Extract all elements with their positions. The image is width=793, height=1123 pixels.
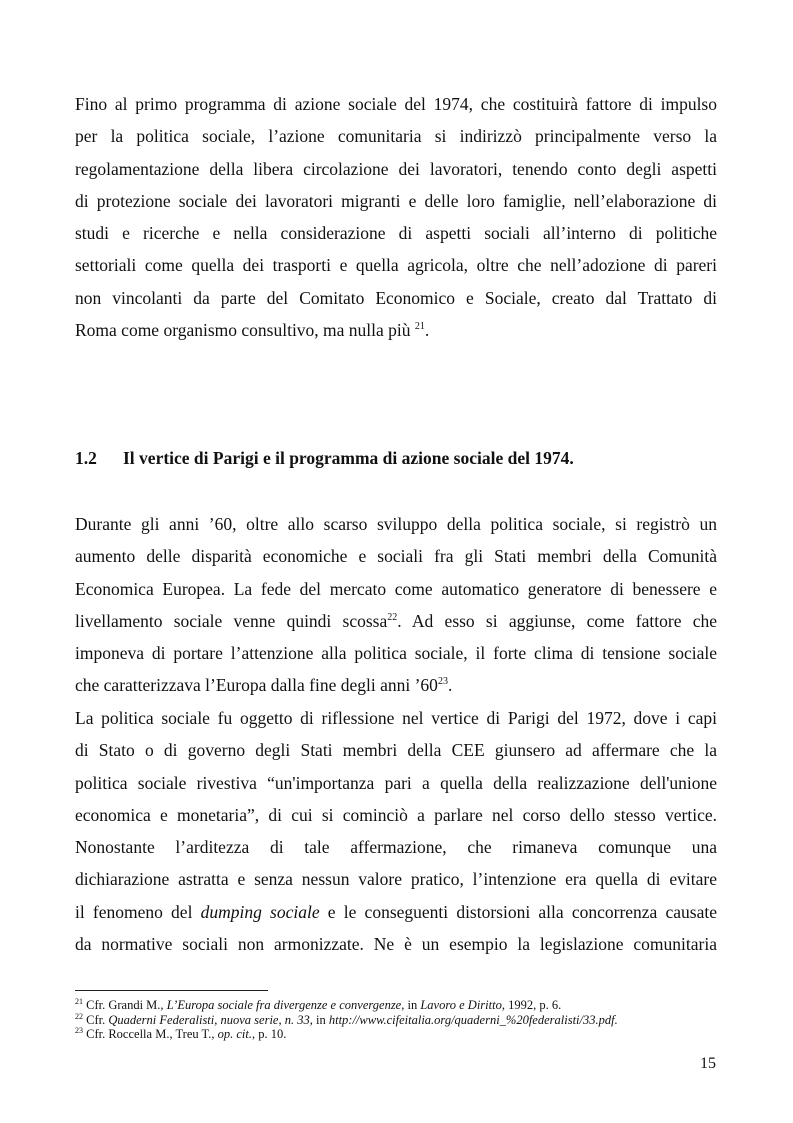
section-title: Il vertice di Parigi e il programma di azione sociale del 1974. <box>123 448 574 468</box>
text-fragment: . <box>447 675 453 696</box>
footnotes <box>75 998 618 1042</box>
text-line: di protezione sociale dei lavoratori migranti e delle loro famiglie, nell’elaborazione di <box>75 190 717 211</box>
text-line: settoriali come quella dei trasporti e quella agricola, oltre che nell’adozione di pareri <box>75 255 717 276</box>
paragraph-summit <box>75 702 717 960</box>
text-line: Fino al primo programma di azione sociale del 1974, che costituirà fattore di impulso <box>75 94 717 114</box>
footnote-text: Cfr. Grandi M., <box>86 998 167 1012</box>
text-fragment: . <box>424 320 430 341</box>
footnote-23 <box>75 1027 618 1042</box>
text-fragment: il fenomeno del <box>75 901 201 922</box>
footnote-separator <box>75 990 268 991</box>
text-line: imponeva di portare l’attenzione alla politica sociale, il forte clima di tensione sociale <box>75 643 717 664</box>
text-line: per la politica sociale, l’azione comunitaria si indirizzò principalmente verso la <box>75 126 717 147</box>
footnote-number: 23 <box>75 1026 83 1035</box>
footnote-text: , p. 10. <box>251 1027 287 1041</box>
text-line <box>75 314 717 346</box>
page-number: 15 <box>700 1055 716 1072</box>
footnote-text: , 1992, p. 6. <box>501 998 562 1012</box>
footnote-ref-22[interactable]: 22 <box>387 611 398 623</box>
text-line: Nonostante l’arditezza di tale affermazione, che rimaneva comunque una <box>75 837 717 858</box>
text-line: dichiarazione astratta e senza nessun valore pratico, l’intenzione era quella di evitare <box>75 869 717 890</box>
footnote-21 <box>75 998 618 1013</box>
footnote-text: Cfr. Roccella M., Treu T., <box>86 1027 218 1041</box>
footnote-22 <box>75 1013 618 1028</box>
footnote-number: 22 <box>75 1011 83 1021</box>
footnote-italic-text: Quaderni Federalisti, nuova serie, n. 33, <box>108 1012 313 1027</box>
text-line: La politica sociale fu oggetto di riflessione nel vertice di Parigi del 1972, dove i capi <box>75 708 717 728</box>
text-line: di Stato o di governo degli Stati membri della CEE giunsero ad affermare che la <box>75 740 717 761</box>
text-line: Durante gli anni ’60, oltre allo scarso sviluppo della politica sociale, si registrò un <box>75 514 717 534</box>
text-line <box>75 896 717 928</box>
footnote-italic-text: Lavoro e Diritto <box>420 998 502 1012</box>
footnote-italic-text: L’Europa sociale fra divergenze e convergenze <box>166 998 402 1012</box>
text-line: da normative sociali non armonizzate. Ne è un esempio la legislazione comunitaria <box>75 934 717 955</box>
text-line: Economica Europea. La fede del mercato come automatico generatore di benessere e <box>75 578 717 599</box>
footnote-number: 21 <box>75 997 83 1006</box>
section-number: 1.2 <box>75 448 97 468</box>
text-line: economica e monetaria”, di cui si cominciò a parlare nel corso dello stesso vertice. <box>75 804 717 825</box>
text-fragment: Roma come organismo consultivo, ma nulla più <box>75 320 415 341</box>
text-fragment: livellamento sociale venne quindi scossa <box>75 610 388 631</box>
footnote-italic-text: http://www.cifeitalia.org/quaderni_%20federalisti/33.pdf. <box>328 1012 618 1027</box>
text-fragment: che caratterizzava l’Europa dalla fine degli anni ’60 <box>75 675 438 696</box>
text-fragment: . Ad esso si aggiunse, come fattore che <box>397 610 717 631</box>
text-line <box>75 669 717 701</box>
text-line <box>75 605 717 637</box>
text-line: studi e ricerche e nella considerazione di aspetti sociali all’interno di politiche <box>75 223 717 244</box>
footnote-italic-text: op. cit. <box>217 1027 252 1041</box>
text-line: politica sociale rivestiva “un'importanza pari a quella della realizzazione dell'unione <box>75 772 717 793</box>
section-heading <box>75 448 574 469</box>
footnote-ref-21[interactable]: 21 <box>414 321 425 333</box>
footnote-text: in <box>312 1012 329 1027</box>
footnote-text: , in <box>401 998 421 1012</box>
text-line: non vincolanti da parte del Comitato Economico e Sociale, creato dal Trattato di <box>75 287 717 308</box>
text-fragment: e le conseguenti distorsioni alla concorrenza causate <box>319 901 717 922</box>
text-line: regolamentazione della libera circolazione dei lavoratori, tenendo conto degli aspetti <box>75 158 717 179</box>
paragraph-context <box>75 508 717 702</box>
paragraph-intro <box>75 88 717 346</box>
text-line: aumento delle disparità economiche e sociali fra gli Stati membri della Comunità <box>75 546 717 567</box>
footnote-text: Cfr. <box>86 1012 109 1027</box>
emphasis-term: dumping sociale <box>200 901 320 922</box>
footnote-ref-23[interactable]: 23 <box>437 676 448 688</box>
